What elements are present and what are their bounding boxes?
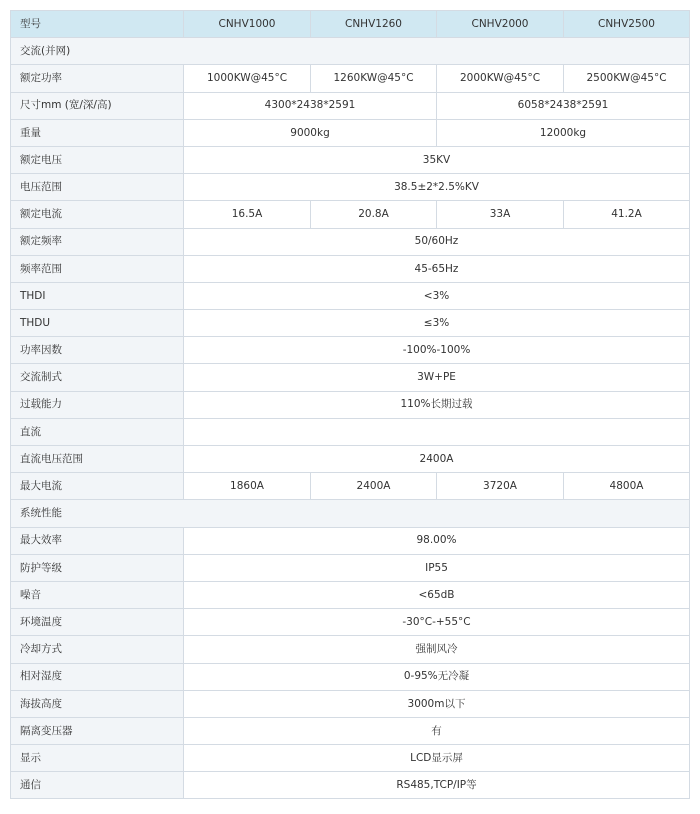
row-label: 通信 [11, 772, 184, 799]
row-dimensions [11, 92, 690, 119]
cell-value: 4800A [564, 473, 690, 500]
cell-value: -30°C-+55°C [184, 609, 690, 636]
row-label: 冷却方式 [11, 636, 184, 663]
cell-value: 38.5±2*2.5%KV [184, 174, 690, 201]
row-rated-frequency [11, 228, 690, 255]
cell-value: 98.00% [184, 527, 690, 554]
row-label: 最大电流 [11, 473, 184, 500]
row-ac-system [11, 364, 690, 391]
row-rated-power [11, 65, 690, 92]
row-label: 额定电流 [11, 201, 184, 228]
model-cnhv2000: CNHV2000 [437, 11, 564, 38]
row-display [11, 745, 690, 772]
row-altitude [11, 690, 690, 717]
row-communication [11, 772, 690, 799]
header-row [11, 11, 690, 38]
row-dc-voltage-range [11, 446, 690, 473]
cell-value: 4300*2438*2591 [184, 92, 437, 119]
model-cnhv1000: CNHV1000 [184, 11, 311, 38]
row-label: 交流制式 [11, 364, 184, 391]
row-max-current [11, 473, 690, 500]
row-rated-voltage [11, 146, 690, 173]
cell-value: 1260KW@45°C [311, 65, 437, 92]
row-label: 功率因数 [11, 337, 184, 364]
section-system-title: 系统性能 [11, 500, 690, 527]
cell-value: LCD显示屏 [184, 745, 690, 772]
row-label: 防护等级 [11, 554, 184, 581]
row-thdi [11, 282, 690, 309]
row-label: 海拔高度 [11, 690, 184, 717]
model-cnhv2500: CNHV2500 [564, 11, 690, 38]
row-label: 尺寸mm (宽/深/高) [11, 92, 184, 119]
row-label: THDI [11, 282, 184, 309]
cell-value: 33A [437, 201, 564, 228]
section-dc-row [11, 418, 690, 445]
cell-value: 2400A [184, 446, 690, 473]
row-label: 直流电压范围 [11, 446, 184, 473]
section-system-row [11, 500, 690, 527]
row-max-efficiency [11, 527, 690, 554]
row-label: 相对湿度 [11, 663, 184, 690]
row-cooling [11, 636, 690, 663]
spec-table [10, 10, 690, 799]
cell-value: 35KV [184, 146, 690, 173]
cell-value: <3% [184, 282, 690, 309]
cell-value: 110%长期过载 [184, 391, 690, 418]
section-ac-title: 交流(并网) [11, 38, 690, 65]
cell-value: 6058*2438*2591 [437, 92, 690, 119]
cell-value: 45-65Hz [184, 255, 690, 282]
cell-value: 9000kg [184, 119, 437, 146]
cell-value: 强制风冷 [184, 636, 690, 663]
cell-value: 41.2A [564, 201, 690, 228]
row-noise [11, 581, 690, 608]
cell-value: IP55 [184, 554, 690, 581]
section-ac-row [11, 38, 690, 65]
row-label: 隔离变压器 [11, 717, 184, 744]
row-label: 电压范围 [11, 174, 184, 201]
cell-value: 2000KW@45°C [437, 65, 564, 92]
cell-value: 1000KW@45°C [184, 65, 311, 92]
row-label: 额定电压 [11, 146, 184, 173]
row-label: 最大效率 [11, 527, 184, 554]
row-ambient-temp [11, 609, 690, 636]
cell-value: 0-95%无冷凝 [184, 663, 690, 690]
cell-value: <65dB [184, 581, 690, 608]
row-label: 额定频率 [11, 228, 184, 255]
cell-value: -100%-100% [184, 337, 690, 364]
cell-value: 2500KW@45°C [564, 65, 690, 92]
row-label: 重量 [11, 119, 184, 146]
row-rated-current [11, 201, 690, 228]
row-label: 频率范围 [11, 255, 184, 282]
cell-value: ≤3% [184, 310, 690, 337]
cell-value: RS485,TCP/IP等 [184, 772, 690, 799]
row-protection [11, 554, 690, 581]
cell-value: 3000m以下 [184, 690, 690, 717]
cell-value: 16.5A [184, 201, 311, 228]
cell-value: 2400A [311, 473, 437, 500]
row-humidity [11, 663, 690, 690]
spec-table-container [10, 10, 689, 799]
model-header-label: 型号 [11, 11, 184, 38]
row-voltage-range [11, 174, 690, 201]
row-label: 过载能力 [11, 391, 184, 418]
row-overload [11, 391, 690, 418]
cell-value: 有 [184, 717, 690, 744]
blank-cell [184, 418, 690, 445]
row-thdu [11, 310, 690, 337]
row-label: THDU [11, 310, 184, 337]
cell-value: 12000kg [437, 119, 690, 146]
row-label: 噪音 [11, 581, 184, 608]
row-power-factor [11, 337, 690, 364]
cell-value: 1860A [184, 473, 311, 500]
cell-value: 3W+PE [184, 364, 690, 391]
row-label: 环境温度 [11, 609, 184, 636]
row-label: 显示 [11, 745, 184, 772]
row-isolation [11, 717, 690, 744]
cell-value: 50/60Hz [184, 228, 690, 255]
model-cnhv1260: CNHV1260 [311, 11, 437, 38]
section-dc-title: 直流 [11, 418, 184, 445]
row-frequency-range [11, 255, 690, 282]
cell-value: 3720A [437, 473, 564, 500]
row-label: 额定功率 [11, 65, 184, 92]
cell-value: 20.8A [311, 201, 437, 228]
row-weight [11, 119, 690, 146]
